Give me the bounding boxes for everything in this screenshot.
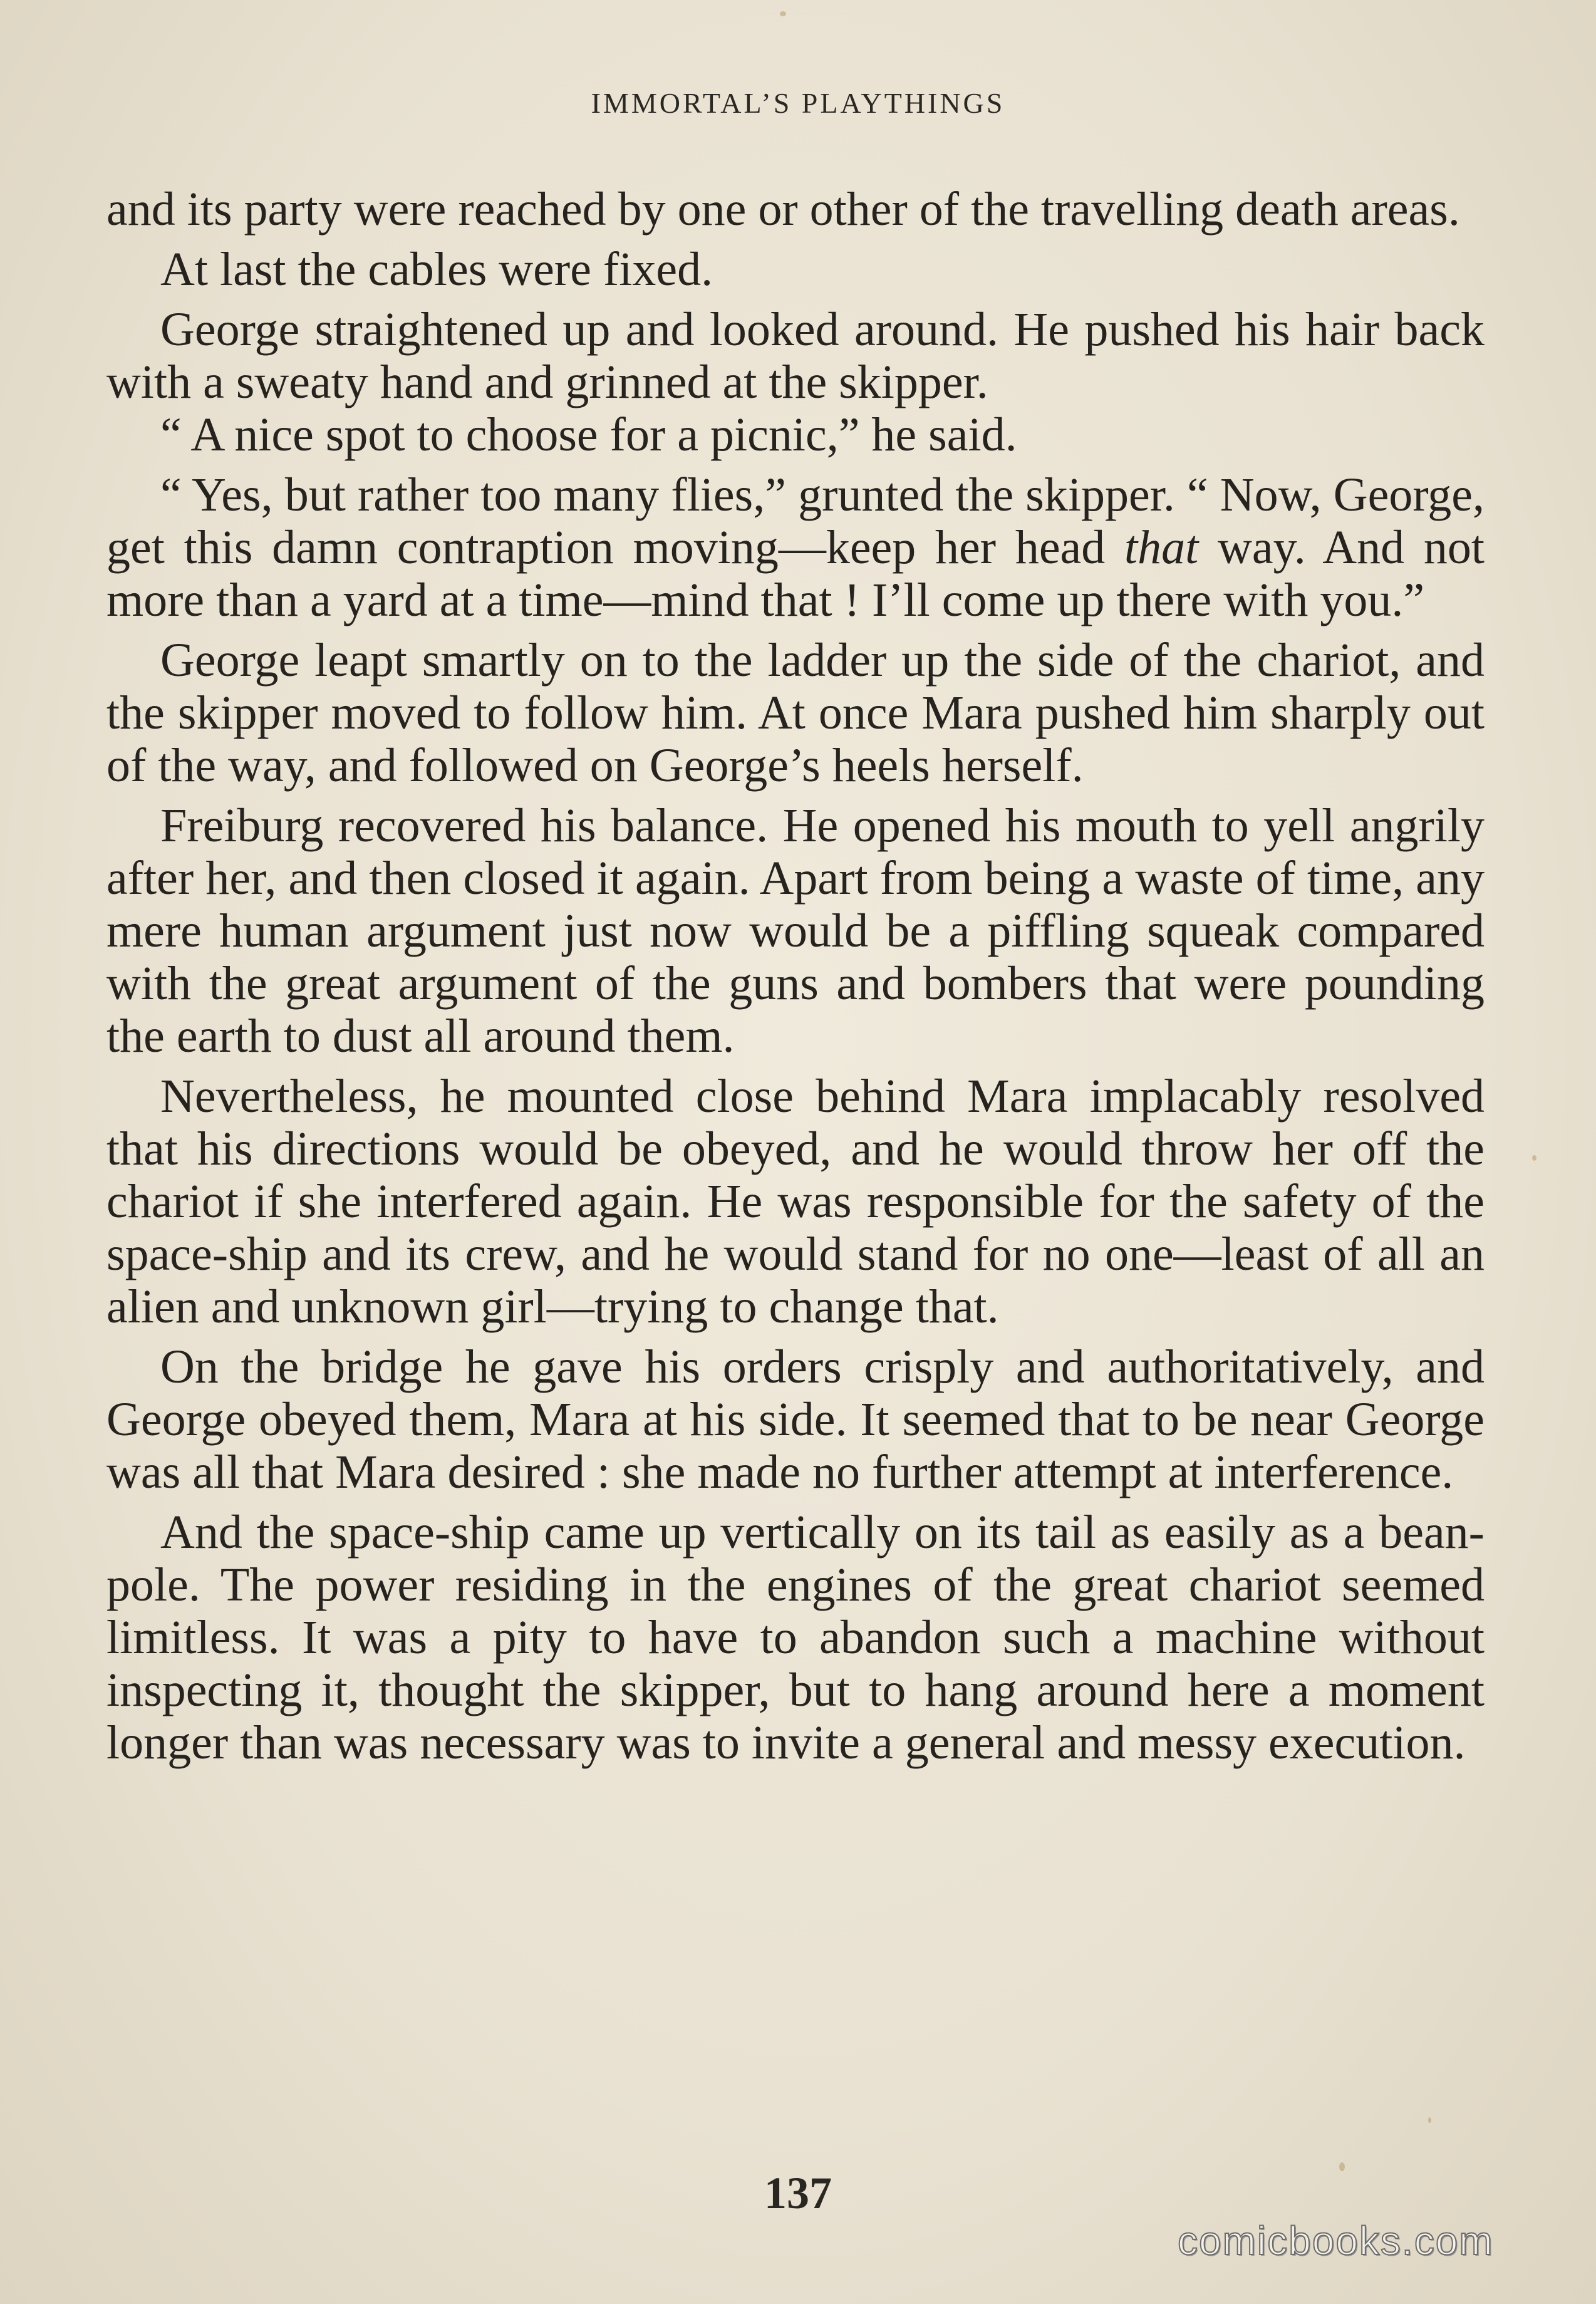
- dialogue-text: way. And not more than a yard at a time—mind that ! I’ll come up there with you.”: [106, 521, 1485, 626]
- paragraph-dialogue: [106, 469, 1485, 626]
- paper-speck: [780, 11, 786, 16]
- running-head: IMMORTAL’S PLAYTHINGS: [591, 87, 1005, 119]
- paragraph: George straightened up and looked around. He pushed his hair back with a sweaty hand and grinned at the skipper.: [106, 303, 1485, 408]
- paragraph: George leapt smartly on to the ladder up the side of the chariot, and the skipper moved to follow him. At once Mara pushed him sharply out of the way, and followed on George’s heels herself.: [106, 634, 1485, 792]
- paragraph: At last the cables were fixed.: [160, 243, 713, 296]
- paragraph: On the bridge he gave his orders crisply and authoritatively, and George obeyed them, Mara at his side. It seemed that to be near George was all that Mara desired : she made no further attempt at interference.: [106, 1341, 1485, 1498]
- page-number: 137: [764, 2168, 832, 2218]
- paragraph: Nevertheless, he mounted close behind Mara implacably resolved that his directions would be obeyed, and he would throw her off the chariot if she interfered again. He was responsible for the safety of the space-ship and its crew, and he would stand for no one—least of all an alien and unknown girl—trying to change that.: [106, 1070, 1485, 1333]
- paper-speck: [1428, 2117, 1431, 2123]
- paragraph-dialogue: “ A nice spot to choose for a picnic,” he said.: [160, 408, 1017, 461]
- dialogue-text: “ Yes, but rather too many flies,” grunted the skipper. “ Now, George, get this damn contraption moving—keep her head: [106, 469, 1485, 574]
- emphasis-text: that: [1124, 521, 1199, 574]
- paper-speck: [1339, 2162, 1345, 2171]
- body-text: [106, 183, 1485, 1777]
- paragraph: And the space-ship came up vertically on its tail as easily as a bean-pole. The power residing in the engines of the great chariot seemed limitless. It was a pity to have to abandon such a machine without inspecting it, thought the skipper, but to hang around here a moment longer than was necessary was to invite a general and messy execution.: [106, 1506, 1485, 1769]
- paragraph: Freiburg recovered his balance. He opened his mouth to yell angrily after her, and then closed it again. Apart from being a waste of time, any mere human argument just now would be a piffling squeak compared with the great argument of the guns and bombers that were pounding the earth to dust all around them.: [106, 799, 1485, 1062]
- watermark: comicbooks.com: [1178, 2218, 1494, 2263]
- paper-speck: [1532, 1155, 1536, 1161]
- paragraph-continued: and its party were reached by one or other of the travelling death areas.: [106, 183, 1460, 236]
